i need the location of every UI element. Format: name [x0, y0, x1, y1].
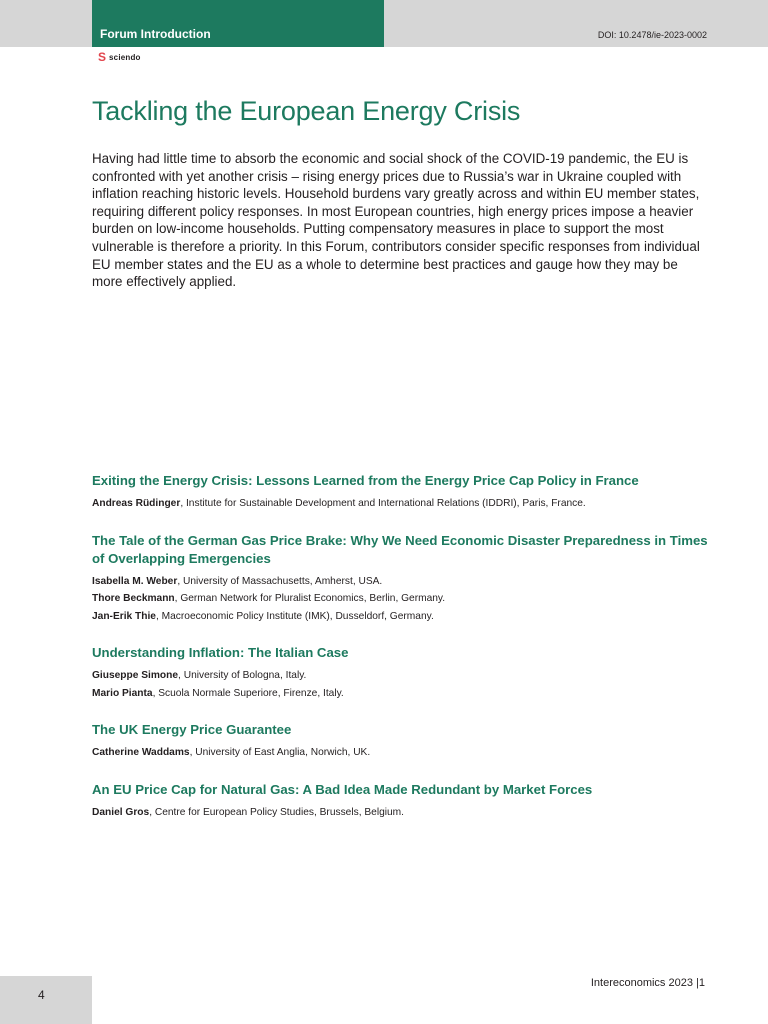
- author-line: [92, 667, 712, 685]
- author-name: Daniel Gros: [92, 806, 150, 818]
- top-bar: [0, 0, 768, 47]
- author-line: [92, 804, 712, 822]
- doi-label: DOI: 10.2478/ie-2023-0002: [597, 30, 707, 40]
- author-line: [92, 495, 712, 513]
- article-title: Exiting the Energy Crisis: Lessons Learned from the Energy Price Cap Policy in France: [92, 473, 639, 488]
- author-affiliation: , University of Bologna, Italy.: [178, 670, 307, 681]
- section-tab: [92, 0, 384, 47]
- author-name: Andreas Rüdinger: [92, 498, 181, 509]
- author-affiliation: , German Network for Pluralist Economics, Berlin, Germany.: [174, 593, 446, 604]
- author-name: Giuseppe Simone: [92, 670, 179, 681]
- section-label: Forum Introduction: [100, 27, 211, 41]
- author-name: Thore Beckmann: [92, 593, 175, 604]
- author-line: [92, 608, 712, 626]
- author-name: Isabella M. Weber: [92, 575, 178, 587]
- article-entry: [92, 721, 712, 762]
- article-entry: [92, 644, 712, 702]
- article-title: The Tale of the German Gas Price Brake: Why We Need Economic Disaster Preparedness in Times of Overlapping Emergencies: [92, 532, 708, 566]
- article-title: An EU Price Cap for Natural Gas: A Bad Idea Made Redundant by Market Forces: [92, 781, 593, 797]
- author-affiliation: , Institute for Sustainable Development and International Relations (IDDRI), Paris, France.: [180, 498, 586, 509]
- author-affiliation: , Scuola Normale Superiore, Firenze, Italy.: [152, 687, 344, 699]
- author-affiliation: , University of East Anglia, Norwich, UK.: [189, 747, 371, 758]
- author-line: [92, 744, 712, 762]
- page-number: 4: [38, 988, 45, 1002]
- logo-text: sciendo: [109, 52, 141, 62]
- page-title: Tackling the European Energy Crisis: [92, 96, 521, 126]
- sciendo-s-icon: S: [98, 50, 107, 64]
- abstract: Having had little time to absorb the economic and social shock of the COVID-19 pandemic, the EU is confronted with yet another crisis – rising energy prices due to Russia’s war in Ukraine coupled with inflation reaching historic levels. Household burdens vary greatly across and within EU member states, requiring different policy responses. In most European countries, high energy prices impose a heavier burden on low-income households. Putting compensatory measures in place to support the most vulnerable is therefore a priority. In this Forum, contributors consider specific responses from individual EU member states and the EU as a whole to determine best practices and gauge how they may be more effectively applied.: [92, 151, 700, 290]
- author-affiliation: , University of Massachusetts, Amherst, USA.: [177, 575, 383, 587]
- author-name: Mario Pianta: [92, 687, 153, 699]
- author-line: [92, 590, 712, 608]
- author-line: [92, 685, 712, 703]
- article-list: [92, 472, 712, 840]
- article-title: Understanding Inflation: The Italian Case: [92, 645, 349, 660]
- article-entry: [92, 781, 712, 822]
- author-name: Catherine Waddams: [92, 747, 190, 758]
- article-entry: [92, 532, 712, 626]
- author-affiliation: , Centre for European Policy Studies, Brussels, Belgium.: [149, 806, 404, 818]
- article-title: The UK Energy Price Guarantee: [92, 722, 292, 737]
- journal-footer: Intereconomics 2023 |1: [590, 977, 705, 989]
- author-line: [92, 573, 712, 591]
- page-number-box: [0, 976, 92, 1024]
- author-affiliation: , Macroeconomic Policy Institute (IMK), Dusseldorf, Germany.: [155, 610, 434, 622]
- article-entry: [92, 472, 712, 513]
- sciendo-logo: [98, 52, 141, 62]
- author-name: Jan-Erik Thie: [92, 610, 156, 622]
